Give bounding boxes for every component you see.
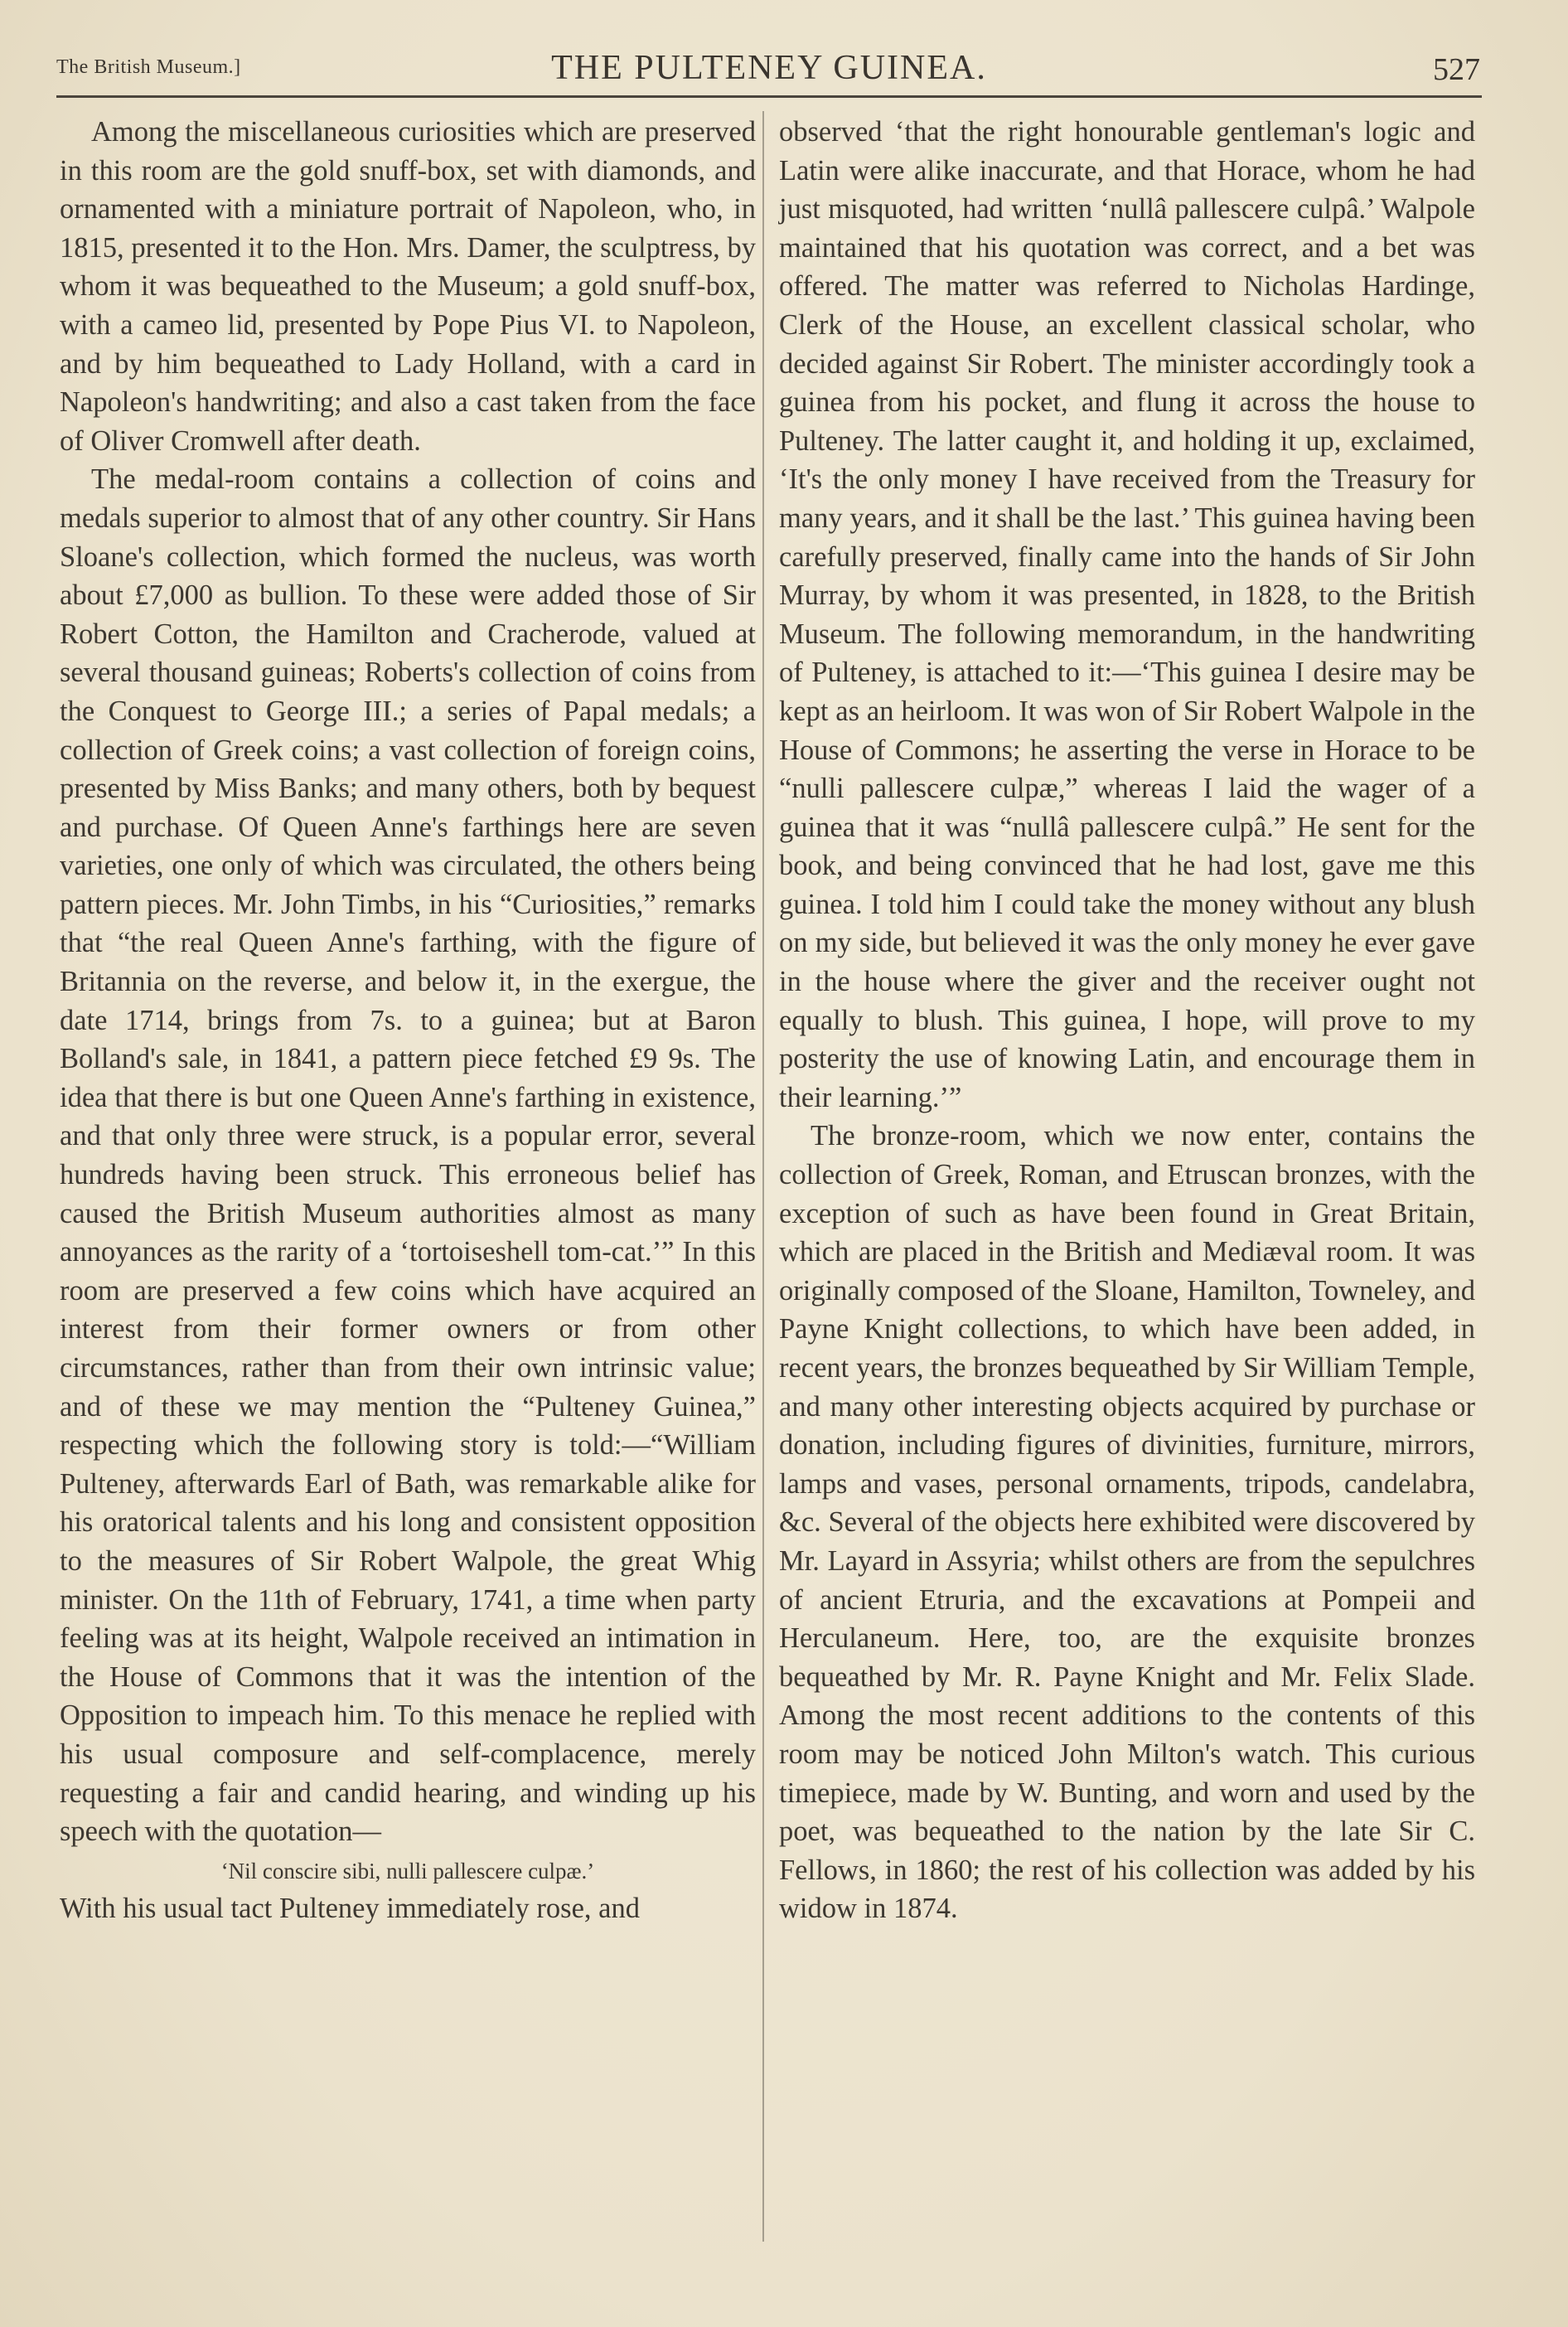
column-divider [762,111,764,2242]
page-number: 527 [1433,52,1480,87]
header-source: The British Museum.] [56,56,241,78]
paragraph-bronze-room: The bronze-room, which we now enter, contains the collection of Greek, Roman, and Etruscan bronzes, with the exception of such as have been found in Great Britain, which are placed in the British and Mediæval room. It was originally composed of the Sloane, Hamilton, Towneley, and Payne Knight collections, to which have been added, in recent years, the bronzes bequeathed by Sir William Temple, and many other interesting objects acquired by purchase or donation, including figures of divinities, furniture, mirrors, lamps and vases, personal ornaments, tripods, candelabra, &c. Several of the objects here exhibited were discovered by Mr. Layard in Assyria; whilst others are from the sepulchres of ancient Etruria, and the excavations at Pompeii and Herculaneum. Here, too, are the exquisite bronzes bequeathed by Mr. R. Payne Knight and Mr. Felix Slade. Among the most recent additions to the contents of this room may be noticed John Milton's watch. This curious timepiece, made by W. Bunting, and worn and used by the poet, was bequeathed to the nation by the late Sir C. Fellows, in 1860; the rest of his collection was added by his widow in 1874. [779,1120,1475,1925]
page-title: THE PULTENEY GUINEA. [551,49,987,87]
paragraph-closing-line: With his usual tact Pulteney immediately rose, and [60,1892,640,1924]
left-column [60,113,756,1927]
right-column [779,113,1475,1928]
latin-quotation: ‘Nil conscire sibi, nulli pallescere culpæ.’ [220,1858,595,1883]
paragraph-curiosities: Among the miscellaneous curiosities which are preserved in this room are the gold snuff-box, set with diamonds, and ornamented with a miniature portrait of Napoleon, who, in 1815, presented it to the Hon. Mrs. Damer, the sculptress, by whom it was bequeathed to the Museum; a gold snuff-box, with a cameo lid, presented by Pope Pius VI. to Napoleon, and by him bequeathed to Lady Holland, with a card in Napoleon's handwriting; and also a cast taken from the face of Oliver Cromwell after death. [60,116,756,457]
paragraph-medal-room: The medal-room contains a collection of coins and medals superior to almost that of any other country. Sir Hans Sloane's collection, which formed the nucleus, was worth about £7,000 as bullion. To these were added those of Sir Robert Cotton, the Hamilton and Cracherode, valued at several thousand guineas; Roberts's collection of coins from the Conquest to George III.; a series of Papal medals; a collection of Greek coins; a vast collection of foreign coins, presented by Miss Banks; and many others, both by bequest and purchase. Of Queen Anne's farthings here are seven varieties, one only of which was circulated, the others being pattern pieces. Mr. John Timbs, in his “Curiosities,” remarks that “the real Queen Anne's farthing, with the figure of Britannia on the reverse, and below it, in the exergue, the date 1714, brings from 7s. to a guinea; but at Baron Bolland's sale, in 1841, a pattern piece fetched £9 9s. The idea that there is but one Queen Anne's farthing in existence, and that only three were struck, is a popular error, several hundreds having been struck. This erroneous belief has caused the British Museum authorities almost as many annoyances as the rarity of a ‘tortoiseshell tom-cat.’” In this room are preserved a few coins which have acquired an interest from their former owners or from other circumstances, rather than from their own intrinsic value; and of these we may mention the “Pulteney Guinea,” respecting which the following story is told:—“William Pulteney, afterwards Earl of Bath, was remarkable alike for his oratorical talents and his long and consistent opposition to the measures of Sir Robert Walpole, the great Whig minister. On the 11th of February, 1741, a time when party feeling was at its height, Walpole received an intimation in the House of Commons that it was the intention of the Opposition to impeach him. To this menace he replied with his usual composure and self-complacence, merely requesting a fair and candid hearing, and winding up his speech with the quotation— [60,463,756,1848]
paragraph-pulteney-story: observed ‘that the right honourable gentleman's logic and Latin were alike inaccurate, and that Horace, whom he had just misquoted, had written ‘nullâ pallescere culpâ.’ Walpole maintained that his quotation was correct, and a bet was offered. The matter was referred to Nicholas Hardinge, Clerk of the House, an excellent classical scholar, who decided against Sir Robert. The minister accordingly took a guinea from his pocket, and flung it across the house to Pulteney. The latter caught it, and holding it up, exclaimed, ‘It's the only money I have received from the Treasury for many years, and it shall be the last.’ This guinea having been carefully preserved, finally came into the hands of Sir John Murray, by whom it was presented, in 1828, to the British Museum. The following memorandum, in the handwriting of Pulteney, is attached to it:—‘This guinea I desire may be kept as an heirloom. It was won of Sir Robert Walpole in the House of Commons; he asserting the verse in Horace to be “nulli pallescere culpæ,” whereas I laid the wager of a guinea that it was “nullâ pallescere culpâ.” He sent for the book, and being convinced that he had lost, gave me this guinea. I told him I could take the money without any blush on my side, but believed it was the only money he ever gave in the house where the giver and the receiver ought not equally to blush. This guinea, I hope, will prove to my posterity the use of knowing Latin, and encourage them in their learning.’” [779,116,1475,1113]
running-header [56,48,1482,95]
header-rule [56,95,1482,98]
